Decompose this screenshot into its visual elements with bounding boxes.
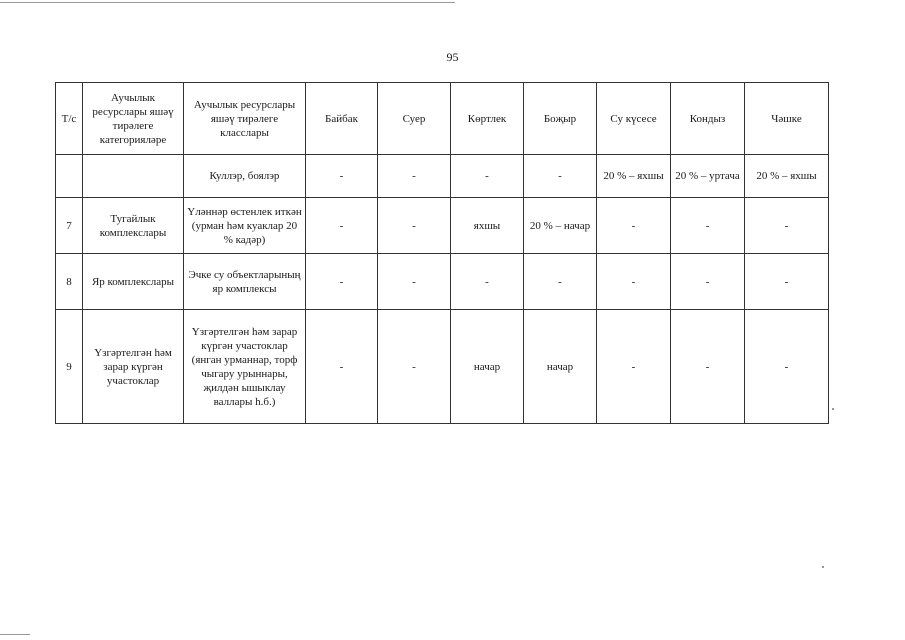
cell-kortlek: - <box>451 254 524 310</box>
cell-bozhyr: - <box>524 254 597 310</box>
scan-bottom-edge-line <box>0 634 30 635</box>
header-habitat-class: Аучылык ресурслары яшәү тирәлеге класслары <box>184 83 306 155</box>
cell-bozhyr: начар <box>524 310 597 424</box>
header-bozhyr: Боҗыр <box>524 83 597 155</box>
cell-category: Үзгәртелгән һәм зарар күргән участоклар <box>83 310 184 424</box>
table-row <box>56 254 829 310</box>
cell-kondyz: - <box>671 198 745 254</box>
cell-category: Яр комплекслары <box>83 254 184 310</box>
header-number: Т/с <box>56 83 83 155</box>
header-chashke: Чәшке <box>745 83 829 155</box>
cell-kortlek: яхшы <box>451 198 524 254</box>
header-suer: Суер <box>378 83 451 155</box>
cell-chashke: - <box>745 254 829 310</box>
cell-suer: - <box>378 254 451 310</box>
cell-class: Үләннәр өстенлек иткән (урман һәм куаклар 20 % кадәр) <box>184 198 306 254</box>
cell-class: Үзгәртелгән һәм зарар күргән участоклар (янган урманнар, торф чыгару урыннары, җилдән ышыклау валлары һ.б.) <box>184 310 306 424</box>
cell-suer: - <box>378 155 451 198</box>
cell-baibak: - <box>306 198 378 254</box>
cell-bozhyr: 20 % – начар <box>524 198 597 254</box>
cell-baibak: - <box>306 155 378 198</box>
cell-kortlek: начар <box>451 310 524 424</box>
habitat-table <box>55 82 829 424</box>
cell-kondyz: 20 % – уртача <box>671 155 745 198</box>
cell-su-kusese: - <box>597 198 671 254</box>
scan-speck <box>832 408 834 410</box>
cell-bozhyr: - <box>524 155 597 198</box>
scan-speck <box>822 566 824 568</box>
cell-chashke: - <box>745 310 829 424</box>
header-habitat-category: Аучылык ресурслары яшәү тирәлеге категорияләре <box>83 83 184 155</box>
cell-suer: - <box>378 198 451 254</box>
cell-class: Эчке су объектларының яр комплексы <box>184 254 306 310</box>
header-kortlek: Көртлек <box>451 83 524 155</box>
cell-su-kusese: - <box>597 310 671 424</box>
cell-chashke: 20 % – яхшы <box>745 155 829 198</box>
scan-top-edge-line <box>0 2 455 3</box>
table-row <box>56 198 829 254</box>
cell-category <box>83 155 184 198</box>
header-baibak: Байбак <box>306 83 378 155</box>
cell-number <box>56 155 83 198</box>
cell-number: 7 <box>56 198 83 254</box>
table-header-row <box>56 83 829 155</box>
cell-baibak: - <box>306 310 378 424</box>
header-kondyz: Кондыз <box>671 83 745 155</box>
header-su-kusese: Су күсесе <box>597 83 671 155</box>
cell-category: Тугайлык комплекслары <box>83 198 184 254</box>
page-number: 95 <box>446 50 459 64</box>
table-row <box>56 310 829 424</box>
cell-number: 8 <box>56 254 83 310</box>
cell-baibak: - <box>306 254 378 310</box>
cell-kortlek: - <box>451 155 524 198</box>
cell-kondyz: - <box>671 254 745 310</box>
cell-kondyz: - <box>671 310 745 424</box>
cell-chashke: - <box>745 198 829 254</box>
cell-su-kusese: 20 % – яхшы <box>597 155 671 198</box>
table-row <box>56 155 829 198</box>
cell-suer: - <box>378 310 451 424</box>
cell-number: 9 <box>56 310 83 424</box>
cell-class: Куллэр, боялэр <box>184 155 306 198</box>
cell-su-kusese: - <box>597 254 671 310</box>
